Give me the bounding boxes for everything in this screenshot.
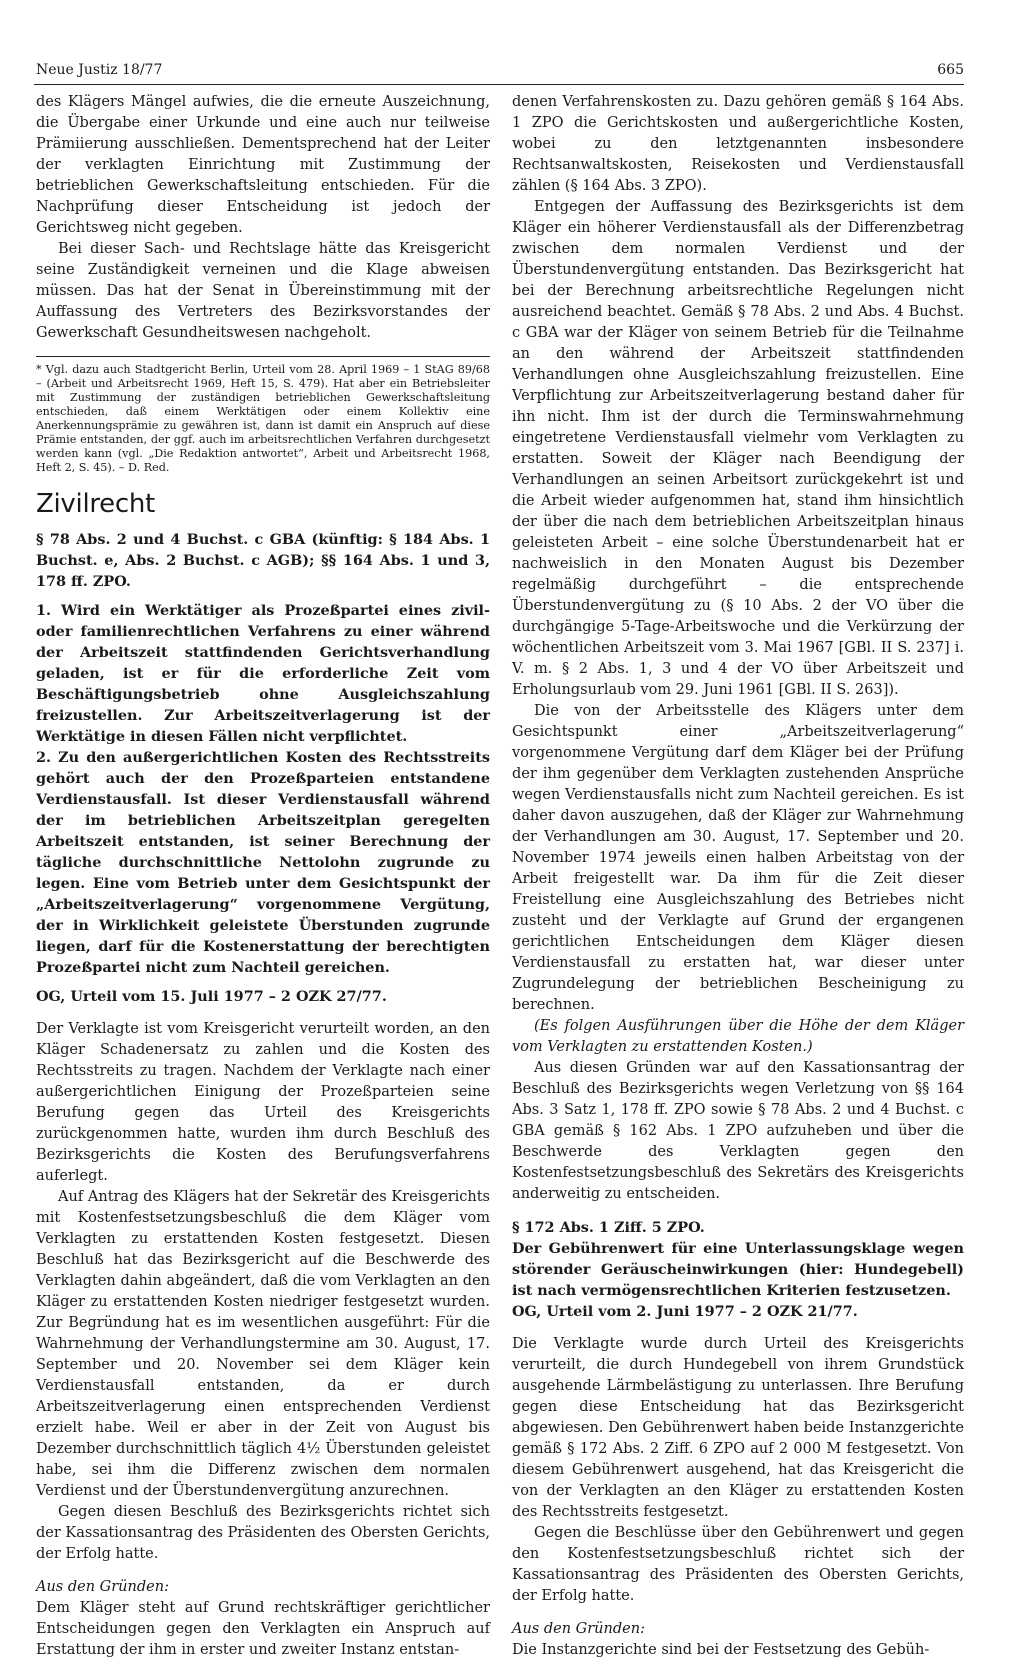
page-number: 665 xyxy=(937,62,964,78)
right-paragraph-3: Die von der Arbeitsstelle des Klägers unter dem Gesichtspunkt einer „Arbeitszeitverlagerung“ vorgenommene Vergütung darf dem Kläger bei der Prüfung der ihm gegenüber dem Verklagten zustehenden Ansprüche wegen Verdienstausfalls nicht zum Nachteil gereichen. Es ist daher davon auszugehen, daß der Kläger zur Wahrnehmung der Verhandlungen am 30. August, 17. September und 20. November 1974 jeweils einen halben Arbeitstag von der Arbeit freigestellt war. Da ihm für die Zeit dieser Freistellung eine Ausgleichszahlung des Betriebes nicht zusteht und der Verklagte auf Grund der ergangenen gerichtlichen Entscheidungen dem Kläger diesen Verdienstausfall zu erstatten hat, war dieser unter Zugrundelegung der betrieblichen Bescheinigung zu berechnen. xyxy=(512,703,964,1013)
right-paragraph-8: Die Instanzgerichte sind bei der Festsetzung des Gebüh- xyxy=(512,1642,930,1658)
left-column xyxy=(36,92,490,1661)
right-paragraph-6: Die Verklagte wurde durch Urteil des Kreisgerichts verurteilt, die durch Hundegebell von ihrem Grundstück ausgehende Lärmbelästigung zu unterlassen. Ihre Berufung gegen diese Entscheidung hat das Bezirksgericht abgewiesen. Den Gebührenwert haben beide Instanzgerichte gemäß § 172 Abs. 2 Ziff. 6 ZPO auf 2 000 M festgesetzt. Von diesem Gebührenwert ausgehend, hat das Kreisgericht die von der Verklagten an den Kläger zu erstattenden Kosten des Rechtsstreits festgesetzt. xyxy=(512,1336,964,1520)
running-header-journal: Neue Justiz 18/77 xyxy=(36,62,163,78)
body-paragraph-1: Der Verklagte ist vom Kreisgericht verurteilt worden, an den Kläger Schadenersatz zu zahlen und die Kosten des Rechtsstreits zu tragen. Nachdem der Verklagte nach einer außergerichtlichen Einigung der Prozeßparteien seine Berufung gegen das Urteil des Kreisgerichts zurückgenommen hatte, wurden ihm durch Beschluß des Bezirksgerichts die Kosten des Berufungsverfahrens auferlegt. xyxy=(36,1021,490,1184)
headnote-1: 1. Wird ein Werktätiger als Prozeßpartei eines zivil- oder familienrechtlichen Verfahrens zu einer während der Arbeitszeit stattfindenden Gerichtsverhandlung geladen, ist er für die erforderliche Zeit vom Beschäftigungsbetrieb ohne Ausgleichszahlung freizustellen. Zur Arbeitszeitverlagerung ist der Werktätige in diesen Fällen nicht verpflichtet. xyxy=(36,602,490,745)
right-paragraph-7: Gegen die Beschlüsse über den Gebührenwert und gegen den Kostenfestsetzungsbeschluß richtet sich der Kassationsantrag des Präsidenten des Obersten Gerichts, der Erfolg hatte. xyxy=(512,1525,964,1604)
reasons-heading: Aus den Gründen: xyxy=(36,1579,169,1595)
intro-paragraph-1: des Klägers Mängel aufwies, die die erneute Auszeichnung, die Übergabe einer Urkunde und eine auch nur teilweise Prämiierung ausschließen. Dementsprechend hat der Leiter der verklagten Einrichtung mit Zustimmung der betrieblichen Gewerkschaftsleitung entschieden. Für die Nachprüfung dieser Entscheidung ist jedoch der Gerichtsweg nicht gegeben. xyxy=(36,94,490,236)
statute-references: § 78 Abs. 2 und 4 Buchst. c GBA (künftig: § 184 Abs. 1 Buchst. e, Abs. 2 Buchst. c AGB); §§ 164 Abs. 1 und 3, 178 ff. ZPO. xyxy=(36,531,490,590)
decision-citation-2: OG, Urteil vom 2. Juni 1977 – 2 OZK 21/77. xyxy=(512,1303,858,1320)
footnote: * Vgl. dazu auch Stadtgericht Berlin, Urteil vom 28. April 1969 – 1 StAG 89/68 – (Arbeit und Arbeitsrecht 1969, Heft 15, S. 479). Hat aber ein Betriebsleiter mit Zustimmung der zuständigen betrieblichen Gewerkschaftsleitung entschieden, daß einem Werktätigen oder einem Kollektiv eine Anerkennungsprämie zu gewähren ist, dann ist damit ein Anspruch auf diese Prämie entstanden, der ggf. auch im arbeitsrechtlichen Verfahren durchgesetzt werden kann (vgl. „Die Redaktion antwortet“, Arbeit und Arbeitsrecht 1968, Heft 2, S. 45). – D. Red. xyxy=(36,363,490,474)
section-title: Zivilrecht xyxy=(36,489,155,519)
decision-citation: OG, Urteil vom 15. Juli 1977 – 2 OZK 27/77. xyxy=(36,988,387,1005)
headnote-2: 2. Zu den außergerichtlichen Kosten des Rechtsstreits gehört auch der den Prozeßparteien entstandene Verdienstausfall. Ist dieser Verdienstausfall während der im betrieblichen Arbeitszeitplan geregelten Arbeitszeit entstanden, ist seiner Berechnung der tägliche durchschnittliche Nettolohn zugrunde zu legen. Eine vom Betrieb unter dem Gesichtspunkt der „Arbeitszeitverlagerung“ vorgenommene Vergütung, der in Wirklichkeit geleistete Überstunden zugrunde liegen, darf für die Kostenerstattung der berechtigten Prozeßpartei nicht zum Nachteil gereichen. xyxy=(36,749,490,976)
reasons-heading-2: Aus den Gründen: xyxy=(512,1621,645,1637)
intro-paragraph-2: Bei dieser Sach- und Rechtslage hätte das Kreisgericht seine Zuständigkeit verneinen und die Klage abweisen müssen. Das hat der Senat in Übereinstimmung mit der Auffassung des Vertreters des Bezirksvorstandes der Gewerkschaft Gesundheitswesen nachgeholt. xyxy=(36,241,490,341)
body-paragraph-2: Auf Antrag des Klägers hat der Sekretär des Kreisgerichts mit Kostenfestsetzungsbeschluß die dem Kläger vom Verklagten zu erstattenden Kosten festgesetzt. Diesen Beschluß hat das Bezirksgericht auf die Beschwerde des Verklagten dahin abgeändert, daß die vom Verklagten an den Kläger zu erstattenden Kosten niedriger festgesetzt wurden. Zur Begründung hat es im wesentlichen ausgeführt: Für die Wahrnehmung der Verhandlungstermine am 30. August, 17. September und 20. November sei dem Kläger kein Verdienstausfall entstanden, da er durch Arbeitszeitverlagerung einen entsprechenden Verdienst erzielt habe. Weil er aber in der Zeit von August bis Dezember durchschnittlich täglich 4½ Überstunden geleistet habe, sei ihm die Differenz zwischen dem normalen Verdienst und der Überstundenvergütung anzurechnen. xyxy=(36,1189,490,1499)
footnote-rule xyxy=(36,356,490,357)
header-rule xyxy=(34,84,964,85)
headnote-3: Der Gebührenwert für eine Unterlassungsklage wegen störender Geräuscheinwirkungen (hier: Hundegebell) ist nach vermögensrechtlichen Kriterien festzusetzen. xyxy=(512,1240,964,1299)
statute-references-2: § 172 Abs. 1 Ziff. 5 ZPO. xyxy=(512,1219,705,1236)
right-paragraph-2: Entgegen der Auffassung des Bezirksgerichts ist dem Kläger ein höherer Verdienstausfall als der Differenzbetrag zwischen dem normalen Verdienst und der Überstundenvergütung entstanden. Das Bezirksgericht hat bei der Berechnung arbeitsrechtliche Regelungen nicht ausreichend beachtet. Gemäß § 78 Abs. 2 und Abs. 4 Buchst. c GBA war der Kläger von seinem Betrieb für die Teilnahme an den während der Arbeitszeit stattfindenden Verhandlungen ohne Ausgleichszahlung freizustellen. Eine Verpflichtung zur Arbeitszeitverlagerung bestand daher für ihn nicht. Ihm ist der durch die Terminswahrnehmung eingetretene Verdienstausfall vielmehr vom Verklagten zu erstatten. Soweit der Kläger nach Beendigung der Verhandlungen an seinen Arbeitsort zurückgekehrt ist und die Arbeit wieder aufgenommen hat, stand ihm hinsichtlich der über die nach dem betrieblichen Arbeitszeitplan hinaus geleisteten Arbeit – eine solche Überstundenarbeit hat er nachweislich in den Monaten August bis Dezember regelmäßig durchgeführt – die entsprechende Überstundenvergütung zu (§ 10 Abs. 2 der VO über die durchgängige 5-Tage-Arbeitswoche und die Verkürzung der wöchentlichen Arbeitszeit vom 3. Mai 1967 [GBl. II S. 237] i. V. m. § 2 Abs. 1, 3 und 4 der VO über Arbeitszeit und Erholungsurlaub vom 29. Juni 1961 [GBl. II S. 263]). xyxy=(512,199,964,698)
body-paragraph-4: Dem Kläger steht auf Grund rechtskräftiger gerichtlicher Entscheidungen gegen den Verklagten ein Anspruch auf Erstattung der ihm in erster und zweiter Instanz entstan- xyxy=(36,1600,490,1658)
right-italic-note: (Es folgen Ausführungen über die Höhe der dem Kläger vom Verklagten zu erstattenden Kosten.) xyxy=(512,1018,964,1055)
right-paragraph-1: denen Verfahrenskosten zu. Dazu gehören gemäß § 164 Abs. 1 ZPO die Gerichtskosten und außergerichtliche Kosten, wobei zu den letztgenannten insbesondere Rechtsanwaltskosten, Reisekosten und Verdienstausfall zählen (§ 164 Abs. 3 ZPO). xyxy=(512,94,964,194)
right-paragraph-5: Aus diesen Gründen war auf den Kassationsantrag der Beschluß des Bezirksgerichts wegen Verletzung von §§ 164 Abs. 3 Satz 1, 178 ff. ZPO sowie § 78 Abs. 2 und 4 Buchst. c GBA gemäß § 162 Abs. 1 ZPO aufzuheben und über die Beschwerde des Verklagten gegen den Kostenfestsetzungsbeschluß des Sekretärs des Kreisgerichts anderweitig zu entscheiden. xyxy=(512,1060,964,1202)
right-column xyxy=(512,92,964,1661)
body-paragraph-3: Gegen diesen Beschluß des Bezirksgerichts richtet sich der Kassationsantrag des Präsidenten des Obersten Gerichts, der Erfolg hatte. xyxy=(36,1504,491,1562)
